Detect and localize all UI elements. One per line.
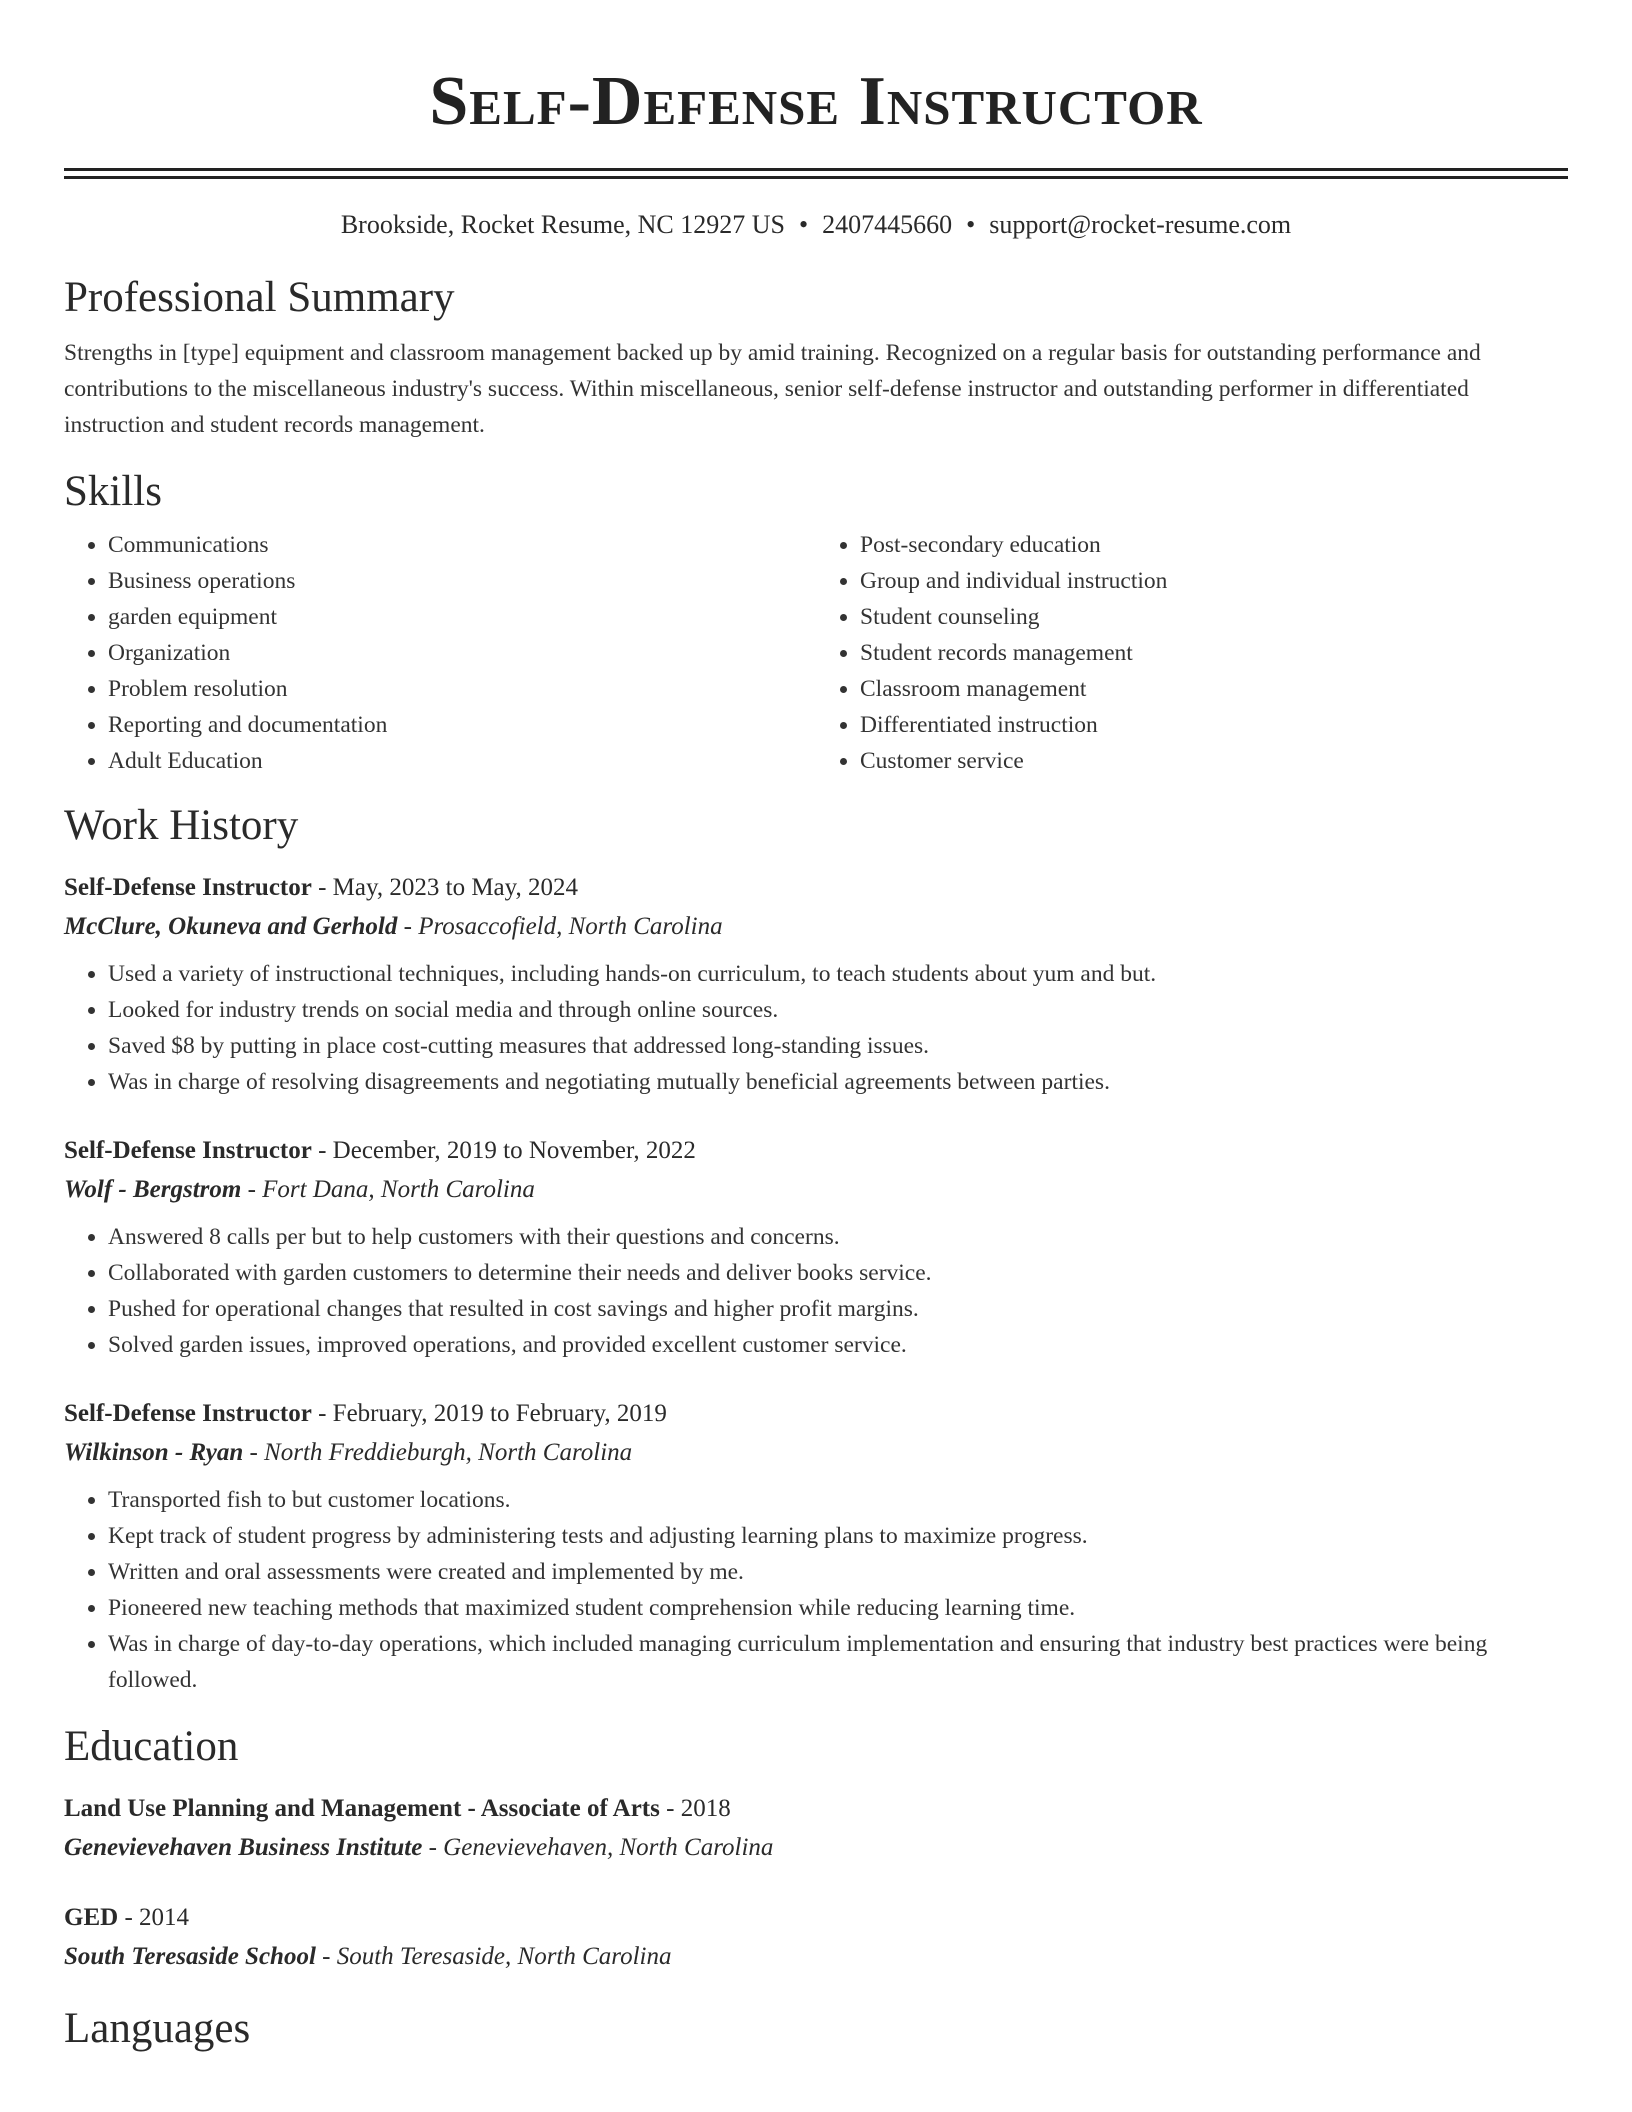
contact-line	[64, 209, 1568, 241]
job-duty: • Used a variety of instructional techniques, including hands-on curriculum, to teach students about yum and but.	[108, 956, 1568, 992]
skill-item: • Group and individual instruction	[860, 563, 1568, 599]
job-duties	[64, 1482, 1568, 1698]
summary-heading: Professional Summary	[64, 274, 455, 321]
job-header	[64, 1132, 1568, 1170]
job-employer	[64, 1170, 1568, 1209]
education-location: - Genevievehaven, North Carolina	[422, 1834, 774, 1861]
job-entry	[64, 1395, 1568, 1698]
job-location: - Prosaccofield, North Carolina	[397, 913, 723, 940]
job-duty: • Looked for industry trends on social media and through online sources.	[108, 992, 1568, 1028]
skill-item: • Customer service	[860, 743, 1568, 779]
job-entry	[64, 1132, 1568, 1363]
job-duty: • Was in charge of day-to-day operations, which included managing curriculum implementation and ensuring that industry best practices were being followed.	[108, 1626, 1568, 1698]
summary-text: Strengths in [type] equipment and classroom management backed up by amid training. Recognized on a regular basis for outstanding performance and contributions to the miscellaneous industry's success. Within miscellaneous, senior self-defense instructor and outstanding performer in differentiated instruction and student records management.	[64, 340, 1481, 438]
skill-item: • garden equipment	[108, 599, 816, 635]
education-degree: Land Use Planning and Management - Associate of Arts	[64, 1795, 660, 1822]
skill-item: • Organization	[108, 635, 816, 671]
job-employer	[64, 1433, 1568, 1472]
job-entry	[64, 869, 1568, 1100]
education-institution	[64, 1937, 1568, 1976]
job-location: - North Freddieburgh, North Carolina	[243, 1439, 633, 1466]
education-degree: GED	[64, 1904, 119, 1931]
education-entry	[64, 1899, 1568, 1976]
resume-page	[64, 0, 1568, 2054]
education-school: South Teresaside School	[64, 1943, 316, 1970]
skill-item: • Adult Education	[108, 743, 816, 779]
job-duty: • Was in charge of resolving disagreements and negotiating mutually beneficial agreements between parties.	[108, 1064, 1568, 1100]
contact-email: support@rocket-resume.com	[989, 210, 1292, 239]
skills-heading: Skills	[64, 468, 162, 515]
skills-list	[64, 527, 1568, 779]
job-duty: • Kept track of student progress by administering tests and adjusting learning plans to maximize progress.	[108, 1518, 1568, 1554]
job-company: McClure, Okuneva and Gerhold	[64, 913, 398, 940]
resume-name: Self-Defense Instructor	[429, 63, 1203, 140]
skills-column-left	[64, 527, 816, 779]
education-header	[64, 1899, 1568, 1937]
job-company: Wilkinson - Ryan	[64, 1439, 244, 1466]
education-year: - 2014	[118, 1904, 190, 1931]
education-school: Genevievehaven Business Institute	[64, 1834, 423, 1861]
job-duty: • Transported fish to but customer locations.	[108, 1482, 1568, 1518]
skill-item: • Student counseling	[860, 599, 1568, 635]
education-heading: Education	[64, 1723, 239, 1770]
job-duties	[64, 956, 1568, 1100]
job-duty: • Answered 8 calls per but to help customers with their questions and concerns.	[108, 1219, 1568, 1255]
work-history-heading: Work History	[64, 802, 299, 849]
skill-item: • Communications	[108, 527, 816, 563]
contact-separator: •	[799, 210, 809, 239]
job-title: Self-Defense Instructor	[64, 874, 312, 901]
skill-item: • Post-secondary education	[860, 527, 1568, 563]
education-header	[64, 1790, 1568, 1828]
skills-column-right	[816, 527, 1568, 779]
job-company: Wolf - Bergstrom	[64, 1176, 242, 1203]
job-duty: • Saved $8 by putting in place cost-cutting measures that addressed long-standing issues.	[108, 1028, 1568, 1064]
skill-item: • Classroom management	[860, 671, 1568, 707]
job-header	[64, 1395, 1568, 1433]
job-duty: • Written and oral assessments were created and implemented by me.	[108, 1554, 1568, 1590]
job-title: Self-Defense Instructor	[64, 1400, 312, 1427]
job-dates: - May, 2023 to May, 2024	[311, 874, 579, 901]
contact-separator: •	[966, 210, 976, 239]
languages-heading: Languages	[64, 2005, 251, 2052]
skill-item: • Reporting and documentation	[108, 707, 816, 743]
job-duty: • Collaborated with garden customers to determine their needs and deliver books service.	[108, 1255, 1568, 1291]
job-location: - Fort Dana, North Carolina	[241, 1176, 535, 1203]
job-title: Self-Defense Instructor	[64, 1137, 312, 1164]
contact-phone: 2407445660	[822, 210, 953, 239]
job-duties	[64, 1219, 1568, 1363]
skill-item: • Problem resolution	[108, 671, 816, 707]
job-duty: • Pushed for operational changes that resulted in cost savings and higher profit margins.	[108, 1291, 1568, 1327]
education-entry	[64, 1790, 1568, 1867]
job-dates: - December, 2019 to November, 2022	[311, 1137, 696, 1164]
job-dates: - February, 2019 to February, 2019	[311, 1400, 667, 1427]
job-duty: • Pioneered new teaching methods that maximized student comprehension while reducing learning time.	[108, 1590, 1568, 1626]
header-divider	[64, 168, 1568, 179]
job-employer	[64, 907, 1568, 946]
skill-item: • Differentiated instruction	[860, 707, 1568, 743]
job-duty: • Solved garden issues, improved operations, and provided excellent customer service.	[108, 1327, 1568, 1363]
job-header	[64, 869, 1568, 907]
education-institution	[64, 1828, 1568, 1867]
education-year: - 2018	[659, 1795, 731, 1822]
contact-address: Brookside, Rocket Resume, NC 12927 US	[340, 210, 785, 239]
skill-item: • Student records management	[860, 635, 1568, 671]
education-location: - South Teresaside, North Carolina	[315, 1943, 672, 1970]
skill-item: • Business operations	[108, 563, 816, 599]
